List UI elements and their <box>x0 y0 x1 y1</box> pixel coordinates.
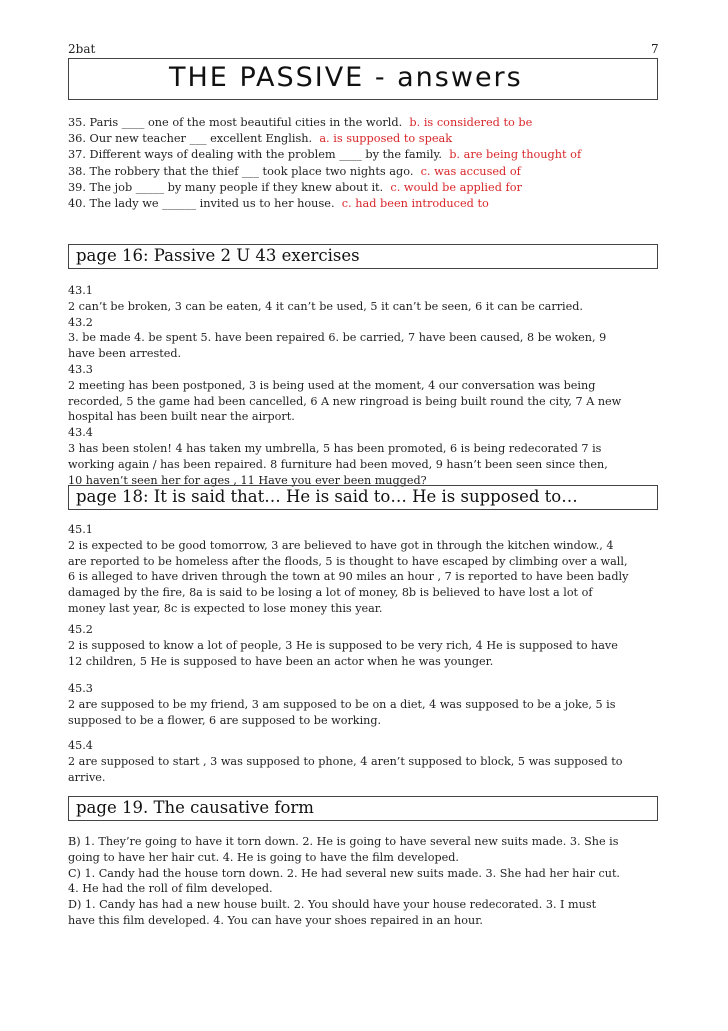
question-answer: c. was accused of <box>420 164 521 178</box>
header-course: 2bat <box>68 42 96 56</box>
body-line: 4. He had the roll of film developed. <box>68 882 273 896</box>
body-line: 43.1 <box>68 284 93 297</box>
body-line: 3 has been stolen! 4 has taken my umbrella, 5 has been promoted, 6 is being redecorated 7 is <box>68 441 602 455</box>
body-line: 2 meeting has been postponed, 3 is being used at the moment, 4 our conversation was being <box>68 378 596 392</box>
body-line: 6 is alleged to have driven through the town at 90 miles an hour , 7 is reported to have been badly <box>68 570 629 584</box>
section-body <box>68 834 663 929</box>
title-box <box>68 58 658 100</box>
section-paragraph <box>68 681 663 728</box>
body-line: hospital has been built near the airport. <box>68 410 295 424</box>
question-line <box>68 164 668 180</box>
page-title: THE PASSIVE - answers <box>169 62 523 93</box>
section-heading-box <box>68 796 658 821</box>
body-line: arrive. <box>68 770 106 784</box>
body-line: 2 is supposed to know a lot of people, 3 He is supposed to be very rich, 4 He is supposed to have <box>68 638 618 652</box>
question-answer: c. would be applied for <box>390 180 522 194</box>
body-line: are reported to be homeless after the floods, 5 is thought to have escaped by climbing over a wall, <box>68 554 628 568</box>
section-paragraph <box>68 622 663 669</box>
section-title: page 16: Passive 2 U 43 exercises <box>76 246 360 265</box>
body-line: 45.1 <box>68 523 93 536</box>
question-answer: a. is supposed to speak <box>319 132 453 146</box>
body-line: 2 can’t be broken, 3 can be eaten, 4 it can’t be used, 5 it can’t be seen, 6 it can be carried. <box>68 299 583 313</box>
question-text: 36. Our new teacher ___ excellent English. <box>68 132 313 146</box>
body-line: 43.3 <box>68 362 93 376</box>
section-paragraph <box>68 522 663 617</box>
question-text: 35. Paris ____ one of the most beautiful cities in the world. <box>68 116 403 129</box>
body-line: 43.2 <box>68 315 93 329</box>
body-line: 45.3 <box>68 682 93 695</box>
body-line: B) 1. They’re going to have it torn down. 2. He is going to have several new suits made. 3. She is <box>68 835 619 848</box>
section-body <box>68 283 663 488</box>
body-line: 2 are supposed to start , 3 was supposed to phone, 4 aren’t supposed to block, 5 was supposed to <box>68 754 623 768</box>
body-line: recorded, 5 the game had been cancelled, 6 A new ringroad is being built round the city, 7 A new <box>68 394 622 408</box>
body-line: have been arrested. <box>68 347 182 361</box>
body-line: 2 are supposed to be my friend, 3 am supposed to be on a diet, 4 was supposed to be a joke, 5 is <box>68 697 616 711</box>
question-text: 39. The job _____ by many people if they knew about it. <box>68 180 384 194</box>
body-line: 45.4 <box>68 739 93 752</box>
question-line <box>68 115 668 131</box>
question-answer: b. are being thought of <box>449 148 582 162</box>
question-text: 37. Different ways of dealing with the problem ____ by the family. <box>68 148 443 162</box>
section-paragraph <box>68 738 663 785</box>
body-line: 10 haven’t seen her for ages , 11 Have you ever been mugged? <box>68 473 427 487</box>
body-line: 3. be made 4. be spent 5. have been repaired 6. be carried, 7 have been caused, 8 be woken, 9 <box>68 331 607 345</box>
body-line: D) 1. Candy has had a new house built. 2. You should have your house redecorated. 3. I must <box>68 898 597 912</box>
question-text: 38. The robbery that the thief ___ took place two nights ago. <box>68 164 414 178</box>
section-heading-box <box>68 244 658 269</box>
question-answer: c. had been introduced to <box>341 197 489 211</box>
body-line: 45.2 <box>68 623 93 636</box>
question-list <box>68 115 668 212</box>
question-line <box>68 131 668 147</box>
question-line <box>68 147 668 163</box>
body-line: damaged by the fire, 8a is said to be losing a lot of money, 8b is believed to have lost a lot of <box>68 586 593 600</box>
body-line: C) 1. Candy had the house torn down. 2. He had several new suits made. 3. She had her hair cut. <box>68 866 620 880</box>
body-line: 43.4 <box>68 426 93 440</box>
section-heading-box <box>68 485 658 510</box>
question-answer: b. is considered to be <box>409 116 533 129</box>
body-line: 2 is expected to be good tomorrow, 3 are believed to have got in through the kitchen window., 4 <box>68 538 614 552</box>
body-line: supposed to be a flower, 6 are supposed to be working. <box>68 713 382 727</box>
body-line: have this film developed. 4. You can have your shoes repaired in an hour. <box>68 913 483 927</box>
question-text: 40. The lady we ______ invited us to her house. <box>68 197 335 211</box>
question-line <box>68 180 668 196</box>
section-title: page 18: It is said that… He is said to… He is supposed to… <box>76 487 578 506</box>
question-line <box>68 196 668 212</box>
header-page-number: 7 <box>651 42 659 56</box>
section-title: page 19. The causative form <box>76 798 314 817</box>
body-line: going to have her hair cut. 4. He is going to have the film developed. <box>68 850 459 864</box>
body-line: 12 children, 5 He is supposed to have been an actor when he was younger. <box>68 654 494 668</box>
body-line: money last year, 8c is expected to lose money this year. <box>68 601 383 615</box>
body-line: working again / has been repaired. 8 furniture had been moved, 9 hasn’t been seen since then, <box>68 457 608 471</box>
